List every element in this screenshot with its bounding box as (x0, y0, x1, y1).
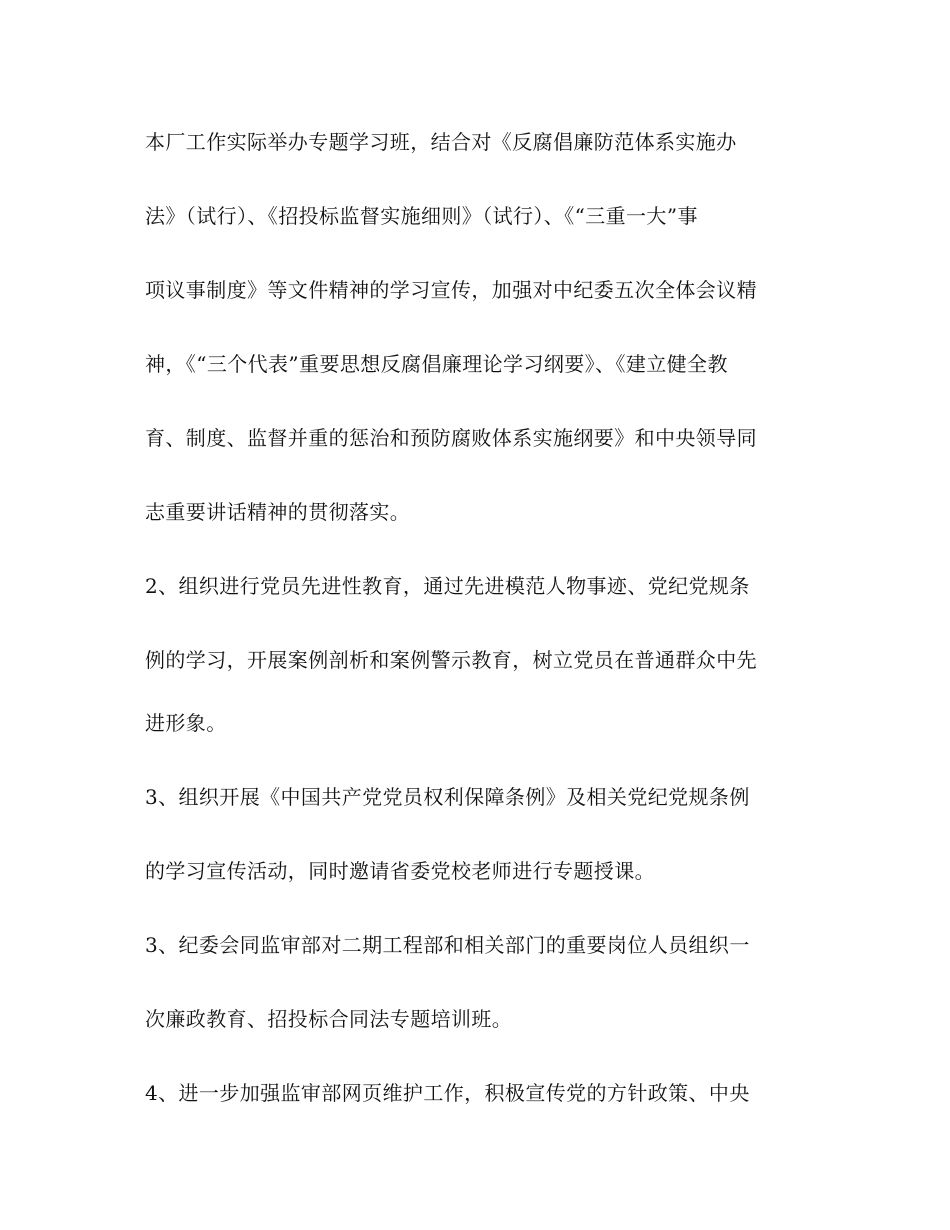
paragraph-line: 项议事制度》等文件精神的学习宣传，加强对中纪委五次全体会议精 (145, 278, 757, 302)
paragraph-line: 志重要讲话精神的贯彻落实。 (145, 500, 411, 524)
paragraph-line: 例的学习，开展案例剖析和案例警示教育，树立党员在普通群众中先 (145, 648, 757, 672)
paragraph-line: 2、组织进行党员先进性教育，通过先进模范人物事迹、党纪党规条 (145, 574, 750, 598)
paragraph-line: 育、制度、监督并重的惩治和预防腐败体系实施纲要》和中央领导同 (145, 426, 757, 450)
paragraph-line: 进形象。 (145, 711, 227, 735)
paragraph-line: 次廉政教育、招投标合同法专题培训班。 (145, 1007, 513, 1031)
paragraph-line: 神，《“三个代表”重要思想反腐倡廉理论学习纲要》、《建立健全教 (145, 352, 728, 376)
paragraph-line: 3、组织开展《中国共产党党员权利保障条例》及相关党纪党规条例 (145, 785, 750, 809)
paragraph-line: 4、进一步加强监审部网页维护工作，积极宣传党的方针政策、中央 (145, 1081, 750, 1105)
paragraph-line: 本厂工作实际举办专题学习班，结合对《反腐倡廉防范体系实施办 (145, 130, 737, 154)
paragraph-line: 的学习宣传活动，同时邀请省委党校老师进行专题授课。 (145, 859, 655, 883)
paragraph-line: 法》（试行）、《招投标监督实施细则》（试行）、《“三重一大”事 (145, 204, 698, 228)
paragraph-line: 3、纪委会同监审部对二期工程部和相关部门的重要岗位人员组织一 (145, 933, 750, 957)
